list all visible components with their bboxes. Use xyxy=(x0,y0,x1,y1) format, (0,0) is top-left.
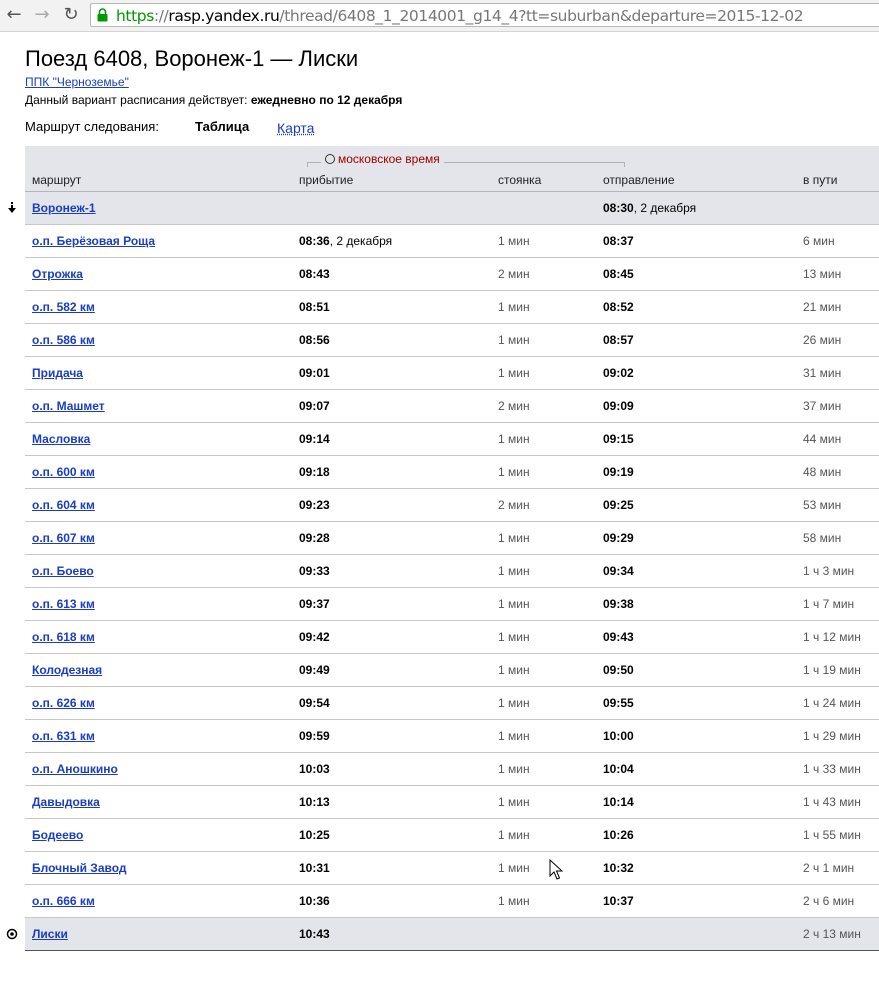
table-body xyxy=(25,192,879,951)
arrival-time: 09:54 xyxy=(299,696,330,710)
departure-time: 10:32 xyxy=(603,861,634,875)
table-row xyxy=(25,357,879,390)
table-row xyxy=(25,885,879,918)
departure-time: 08:45 xyxy=(603,267,634,281)
destination-target-icon xyxy=(6,928,18,940)
arrival-cell xyxy=(299,894,330,908)
stop-cell: 1 мин xyxy=(498,432,530,446)
header-duration: в пути xyxy=(803,173,838,187)
duration-cell: 2 ч 13 мин xyxy=(803,927,861,941)
station-cell xyxy=(32,333,95,347)
station-cell xyxy=(32,696,95,710)
duration-cell: 1 ч 19 мин xyxy=(803,663,861,677)
table-row xyxy=(25,489,879,522)
station-cell xyxy=(32,234,155,248)
header-departure: отправление xyxy=(603,173,675,187)
arrival-cell xyxy=(299,597,330,611)
arrival-cell xyxy=(299,696,330,710)
station-cell xyxy=(32,762,118,776)
table-row xyxy=(25,390,879,423)
stop-cell: 1 мин xyxy=(498,828,530,842)
station-link[interactable]: о.п. Боево xyxy=(32,564,94,578)
arrival-time: 08:51 xyxy=(299,300,330,314)
departure-cell xyxy=(603,333,634,347)
arrival-cell xyxy=(299,927,330,941)
station-cell xyxy=(32,564,94,578)
duration-cell: 26 мин xyxy=(803,333,842,347)
station-cell xyxy=(32,300,95,314)
browser-toolbar xyxy=(0,0,879,32)
station-link[interactable]: Отрожка xyxy=(32,267,83,281)
duration-cell: 1 ч 29 мин xyxy=(803,729,861,743)
arrival-time: 10:43 xyxy=(299,927,330,941)
stop-cell: 1 мин xyxy=(498,366,530,380)
arrival-time: 09:59 xyxy=(299,729,330,743)
departure-time: 09:34 xyxy=(603,564,634,578)
stop-cell: 1 мин xyxy=(498,531,530,545)
duration-cell: 1 ч 55 мин xyxy=(803,828,861,842)
duration-cell: 58 мин xyxy=(803,531,842,545)
station-link[interactable]: о.п. 626 км xyxy=(32,696,95,710)
departure-cell xyxy=(603,399,634,413)
table-row xyxy=(25,522,879,555)
route-label: Маршрут следования: xyxy=(25,119,159,134)
station-cell xyxy=(32,399,105,413)
table-row xyxy=(25,423,879,456)
departure-cell xyxy=(603,795,634,809)
station-link[interactable]: о.п. 586 км xyxy=(32,333,95,347)
duration-cell: 1 ч 12 мин xyxy=(803,630,861,644)
stop-cell: 1 мин xyxy=(498,333,530,347)
duration-cell: 6 мин xyxy=(803,234,835,248)
duration-cell: 2 ч 1 мин xyxy=(803,861,855,875)
arrival-time: 09:18 xyxy=(299,465,330,479)
arrival-cell xyxy=(299,828,330,842)
station-cell xyxy=(32,927,68,941)
duration-cell: 48 мин xyxy=(803,465,842,479)
arrival-cell xyxy=(299,531,330,545)
stop-cell: 2 мин xyxy=(498,267,530,281)
departure-cell xyxy=(603,762,634,776)
timezone-bracket-left xyxy=(307,162,308,167)
station-cell xyxy=(32,861,127,875)
table-row xyxy=(25,687,879,720)
page-title: Поезд 6408, Воронеж-1 — Лиски xyxy=(25,46,359,71)
station-link[interactable]: о.п. 600 км xyxy=(32,465,95,479)
table-row xyxy=(25,852,879,885)
station-link[interactable]: о.п. Берёзовая Роща xyxy=(32,234,156,248)
station-cell xyxy=(32,663,102,677)
departure-time: 08:37 xyxy=(603,234,634,248)
duration-cell: 31 мин xyxy=(803,366,842,380)
duration-cell: 21 мин xyxy=(803,300,842,314)
stop-cell: 1 мин xyxy=(498,795,530,809)
departure-cell xyxy=(603,828,634,842)
departure-cell xyxy=(603,234,634,248)
back-arrow-icon[interactable]: ← xyxy=(6,4,22,25)
station-cell xyxy=(32,729,95,743)
departure-cell xyxy=(603,630,634,644)
duration-cell: 37 мин xyxy=(803,399,842,413)
arrival-cell xyxy=(299,300,330,314)
arrival-time: 09:42 xyxy=(299,630,330,644)
departure-time: 09:38 xyxy=(603,597,634,611)
stop-cell: 1 мин xyxy=(498,300,530,314)
departure-time: 09:29 xyxy=(603,531,634,545)
arrival-time: 09:33 xyxy=(299,564,330,578)
station-cell xyxy=(32,828,83,842)
arrival-cell xyxy=(299,333,330,347)
timezone-text: московское время xyxy=(338,152,440,166)
table-row xyxy=(25,786,879,819)
stop-cell: 1 мин xyxy=(498,630,530,644)
stop-cell: 1 мин xyxy=(498,234,530,248)
departure-arrow-icon xyxy=(6,202,18,214)
arrival-cell xyxy=(299,663,330,677)
arrival-time: 09:14 xyxy=(299,432,330,446)
station-cell xyxy=(32,498,95,512)
station-cell xyxy=(32,432,90,446)
station-link[interactable]: Блочный Завод xyxy=(32,861,127,875)
station-link[interactable]: Бодеево xyxy=(32,828,84,842)
station-cell xyxy=(32,465,95,479)
departure-cell xyxy=(603,861,634,875)
duration-cell: 1 ч 3 мин xyxy=(803,564,855,578)
arrival-cell xyxy=(299,498,330,512)
forward-arrow-icon[interactable]: → xyxy=(34,4,50,25)
header-route: маршрут xyxy=(32,173,82,187)
station-cell xyxy=(32,201,96,215)
departure-cell xyxy=(603,894,634,908)
station-link[interactable]: Колодезная xyxy=(32,663,103,677)
tab-table[interactable]: Таблица xyxy=(195,119,250,134)
duration-cell: 53 мин xyxy=(803,498,842,512)
station-link[interactable]: о.п. 582 км xyxy=(32,300,95,314)
clock-icon xyxy=(325,154,335,164)
station-cell xyxy=(32,267,83,281)
stop-cell: 2 мин xyxy=(498,498,530,512)
table-row xyxy=(25,291,879,324)
departure-cell xyxy=(603,498,634,512)
departure-cell xyxy=(603,663,634,677)
stop-cell: 1 мин xyxy=(498,663,530,677)
stop-cell: 1 мин xyxy=(498,564,530,578)
station-link[interactable]: Лиски xyxy=(32,927,68,941)
arrival-time: 10:13 xyxy=(299,795,330,809)
duration-cell: 1 ч 43 мин xyxy=(803,795,861,809)
duration-cell: 2 ч 6 мин xyxy=(803,894,855,908)
arrival-cell xyxy=(299,366,330,380)
station-cell xyxy=(32,531,95,545)
arrival-time: 08:36 xyxy=(299,234,330,248)
station-cell xyxy=(32,795,100,809)
departure-time: 09:09 xyxy=(603,399,634,413)
table-row xyxy=(25,819,879,852)
departure-time: 10:26 xyxy=(603,828,634,842)
arrival-time: 09:49 xyxy=(299,663,330,677)
table-row xyxy=(25,588,879,621)
departure-cell xyxy=(603,729,634,743)
duration-cell: 13 мин xyxy=(803,267,842,281)
stop-cell: 1 мин xyxy=(498,465,530,479)
schedule-validity xyxy=(25,93,402,107)
table-row xyxy=(25,654,879,687)
station-link[interactable]: о.п. 631 км xyxy=(32,729,95,743)
header-stop: стоянка xyxy=(498,173,542,187)
station-cell xyxy=(32,366,83,380)
stop-cell: 1 мин xyxy=(498,696,530,710)
address-bar[interactable] xyxy=(90,3,879,27)
departure-cell xyxy=(603,300,634,314)
arrival-time: 10:25 xyxy=(299,828,330,842)
station-link[interactable]: о.п. 618 км xyxy=(32,630,95,644)
departure-cell xyxy=(603,564,634,578)
arrival-time: 10:31 xyxy=(299,861,330,875)
header-arrival: прибытие xyxy=(299,173,354,187)
stop-cell: 1 мин xyxy=(498,861,530,875)
departure-cell xyxy=(603,366,634,380)
table-row xyxy=(25,456,879,489)
departure-date: , 2 декабря xyxy=(633,201,697,215)
departure-time: 10:00 xyxy=(603,729,634,743)
table-row xyxy=(25,753,879,786)
departure-time: 08:57 xyxy=(603,333,634,347)
arrival-cell xyxy=(299,267,330,281)
station-link[interactable]: Давыдовка xyxy=(32,795,100,809)
table-header xyxy=(25,146,879,192)
duration-cell: 44 мин xyxy=(803,432,842,446)
departure-time: 10:14 xyxy=(603,795,634,809)
departure-cell xyxy=(603,267,634,281)
schedule-table xyxy=(25,146,879,951)
arrival-time: 08:43 xyxy=(299,267,330,281)
validity-value: ежедневно по 12 декабря xyxy=(250,93,403,107)
departure-time: 10:04 xyxy=(603,762,634,776)
table-row xyxy=(25,192,879,225)
arrival-time: 09:37 xyxy=(299,597,330,611)
departure-cell xyxy=(603,465,634,479)
departure-cell xyxy=(603,201,696,215)
table-row xyxy=(25,621,879,654)
departure-time: 09:43 xyxy=(603,630,634,644)
arrival-date: , 2 декабря xyxy=(329,234,393,248)
stop-cell: 2 мин xyxy=(498,399,530,413)
arrival-cell xyxy=(299,564,330,578)
stop-cell: 1 мин xyxy=(498,762,530,776)
arrival-cell xyxy=(299,762,330,776)
arrival-time: 09:01 xyxy=(299,366,330,380)
departure-time: 09:19 xyxy=(603,465,634,479)
duration-cell: 1 ч 24 мин xyxy=(803,696,861,710)
station-link[interactable]: Воронеж-1 xyxy=(32,201,96,215)
arrival-cell xyxy=(299,432,330,446)
departure-time: 09:55 xyxy=(603,696,634,710)
arrival-time: 09:23 xyxy=(299,498,330,512)
stop-cell: 1 мин xyxy=(498,729,530,743)
station-link[interactable]: Масловка xyxy=(32,432,91,446)
reload-icon[interactable]: ↻ xyxy=(63,4,79,25)
departure-cell xyxy=(603,597,634,611)
timezone-bracket-right xyxy=(624,162,625,167)
station-link[interactable]: о.п. 607 км xyxy=(32,531,95,545)
departure-time: 09:50 xyxy=(603,663,634,677)
station-link[interactable]: о.п. 604 км xyxy=(32,498,95,512)
arrival-time: 09:07 xyxy=(299,399,330,413)
arrival-cell xyxy=(299,861,330,875)
timezone-label xyxy=(321,152,444,166)
table-row xyxy=(25,225,879,258)
departure-time: 08:30 xyxy=(603,201,634,215)
table-row xyxy=(25,324,879,357)
arrival-cell xyxy=(299,795,330,809)
arrival-cell xyxy=(299,630,330,644)
stop-cell: 1 мин xyxy=(498,894,530,908)
table-row xyxy=(25,918,879,951)
station-cell xyxy=(32,597,95,611)
validity-label: Данный вариант расписания действует: xyxy=(25,93,248,107)
carrier-link[interactable]: ППК "Черноземье" xyxy=(25,75,129,89)
arrival-cell xyxy=(299,399,330,413)
departure-time: 09:25 xyxy=(603,498,634,512)
arrival-time: 10:36 xyxy=(299,894,330,908)
departure-time: 08:52 xyxy=(603,300,634,314)
departure-time: 10:37 xyxy=(603,894,634,908)
station-link[interactable]: о.п. Аношкино xyxy=(32,762,118,776)
station-link[interactable]: о.п. Машмет xyxy=(32,399,105,413)
arrival-time: 09:28 xyxy=(299,531,330,545)
tab-map[interactable]: Карта xyxy=(277,120,315,136)
station-link[interactable]: о.п. 613 км xyxy=(32,597,95,611)
departure-cell xyxy=(603,531,634,545)
station-cell xyxy=(32,630,95,644)
duration-cell: 1 ч 7 мин xyxy=(803,597,855,611)
table-row xyxy=(25,720,879,753)
arrival-cell xyxy=(299,234,392,248)
departure-time: 09:02 xyxy=(603,366,634,380)
station-link[interactable]: о.п. 666 км xyxy=(32,894,95,908)
address-url: https://rasp.yandex.ru/thread/6408_1_2014001_g14_4?tt=suburban&departure=2015-12-02 xyxy=(116,7,804,25)
duration-cell: 1 ч 33 мин xyxy=(803,762,861,776)
arrival-time: 10:03 xyxy=(299,762,330,776)
arrival-cell xyxy=(299,729,330,743)
departure-cell xyxy=(603,432,634,446)
station-cell xyxy=(32,894,95,908)
departure-time: 09:15 xyxy=(603,432,634,446)
station-link[interactable]: Придача xyxy=(32,366,83,380)
table-row xyxy=(25,555,879,588)
arrival-time: 08:56 xyxy=(299,333,330,347)
arrival-cell xyxy=(299,465,330,479)
table-row xyxy=(25,258,879,291)
departure-cell xyxy=(603,696,634,710)
route-view-switch xyxy=(25,119,315,136)
mouse-cursor-icon xyxy=(549,859,563,881)
lock-icon xyxy=(97,8,108,22)
stop-cell: 1 мин xyxy=(498,597,530,611)
